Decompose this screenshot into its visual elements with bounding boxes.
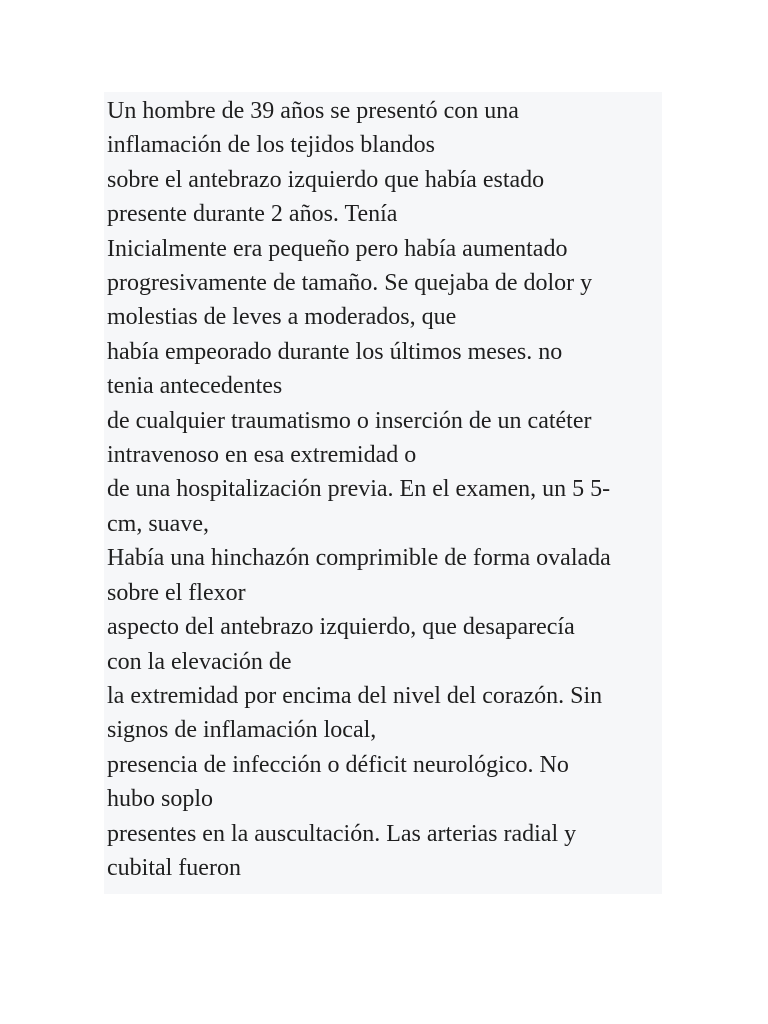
text-line: sobre el flexor — [107, 579, 246, 606]
text-line: intravenoso en esa extremidad o — [107, 442, 417, 469]
text-line: inflamación de los tejidos blandos — [107, 132, 435, 159]
text-line: había empeorado durante los últimos meses. no — [107, 338, 563, 365]
text-line: cubital fueron — [107, 854, 241, 881]
text-line: sobre el antebrazo izquierdo que había estado — [107, 166, 545, 193]
text-line: presencia de infección o déficit neurológico. No — [107, 751, 569, 778]
text-line: aspecto del antebrazo izquierdo, que desaparecía — [107, 614, 575, 641]
text-line: de cualquier traumatismo o inserción de un catéter — [107, 407, 592, 434]
text-line: tenia antecedentes — [107, 373, 283, 400]
text-line: progresivamente de tamaño. Se quejaba de dolor y — [107, 270, 593, 297]
text-line: de una hospitalización previa. En el examen, un 5 5- — [107, 476, 611, 503]
text-line: signos de inflamación local, — [107, 717, 377, 744]
text-line: presente durante 2 años. Tenía — [107, 201, 398, 228]
text-line: hubo soplo — [107, 786, 214, 813]
text-line: Inicialmente era pequeño pero había aumentado — [107, 235, 568, 262]
text-line: cm, suave, — [107, 510, 209, 537]
text-block — [104, 92, 662, 894]
text-line: la extremidad por encima del nivel del corazón. Sin — [107, 682, 603, 709]
text-line: Un hombre de 39 años se presentó con una — [107, 98, 519, 124]
text-line: con la elevación de — [107, 648, 292, 675]
text-line: molestias de leves a moderados, que — [107, 304, 457, 331]
text-line: presentes en la auscultación. Las arterias radial y — [107, 820, 577, 847]
text-line: Había una hinchazón comprimible de forma ovalada — [107, 545, 611, 572]
